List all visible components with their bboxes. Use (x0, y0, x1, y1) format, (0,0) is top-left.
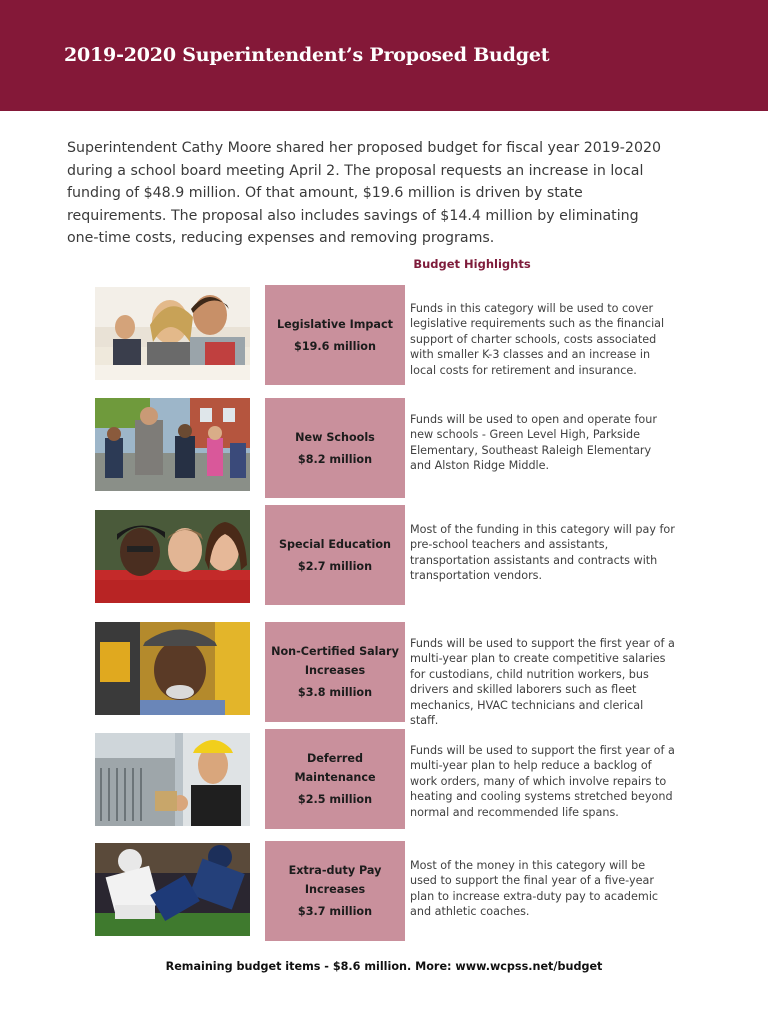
amount-label: $8.2 million (297, 452, 373, 466)
classroom-children-photo (95, 287, 250, 380)
page-title: 2019-2020 Superintendent’s Proposed Budget (64, 44, 550, 66)
category-description: Most of the money in this category will be used to support the final year of a five-year plan to increase extra-duty pay to academic and athletic coaches. (410, 859, 659, 919)
category-description: Most of the funding in this category will pay for pre-school teachers and assistants, transportation assistants and contracts with transportation vendors. (410, 523, 675, 583)
budget-item-deferred-maintenance (95, 729, 675, 829)
budget-item-box (265, 622, 405, 722)
amount-label: $3.7 million (297, 905, 373, 918)
category-description: Funds in this category will be used to cover legislative requirements such as the financial support of charter schools, costs associated with smaller K-3 classes and an increase in local costs for retirement and insurance. (410, 302, 665, 377)
children-walking-photo (95, 398, 250, 491)
hvac-technician-photo (95, 733, 250, 826)
amount-label: $19.6 million (294, 339, 376, 353)
budget-item-box (265, 285, 405, 385)
category-label: Legislative Impact (277, 317, 393, 331)
budget-item-new-schools (95, 398, 675, 498)
football-players-photo (95, 843, 250, 936)
category-description: Funds will be used to open and operate four new schools - Green Level High, Parkside Elementary, Southeast Raleigh Elementary and Alston Ridge Middle. (410, 413, 657, 473)
budget-item-extra-duty-pay (95, 841, 675, 941)
budget-item-non-certified-salary (95, 622, 675, 728)
footer-note: Remaining budget items - $8.6 million. More: www.wcpss.net/budget (165, 960, 603, 973)
budget-item-box (265, 841, 405, 941)
worker-photo (95, 622, 250, 715)
category-label: Deferred Maintenance (294, 752, 376, 784)
category-label: Extra-duty Pay Increases (288, 864, 382, 896)
budget-item-box (265, 729, 405, 829)
section-heading: Budget Highlights (413, 257, 531, 271)
amount-label: $3.8 million (297, 686, 373, 699)
budget-item-special-education (95, 505, 675, 605)
budget-item-legislative-impact (95, 285, 675, 385)
category-description: Funds will be used to support the first year of a multi-year plan to create competitive salaries for custodians, child nutrition workers, bus drivers and skilled laborers such as fleet mechanics, HVAC technicians and clerical staff. (410, 637, 675, 728)
header-banner (0, 0, 768, 111)
amount-label: $2.5 million (297, 793, 373, 806)
category-label: New Schools (295, 430, 375, 444)
category-description: Funds will be used to support the first year of a multi-year plan to help reduce a backlog of work orders, many of which involve repairs to heating and cooling systems stretched beyond normal and recommended life spans. (410, 744, 675, 819)
budget-item-box (265, 505, 405, 605)
students-smiling-photo (95, 510, 250, 603)
intro-paragraph: Superintendent Cathy Moore shared her proposed budget for fiscal year 2019-2020 during a school board meeting April 2. The proposal requests an increase in local funding of $48.9 million. Of that amount, $19.6 million is driven by state requirements. The proposal also includes savings of $14.4 million by eliminating one-time costs, reducing expenses and removing programs. (67, 140, 662, 246)
category-label: Non-Certified Salary Increases (271, 645, 399, 677)
budget-item-box (265, 398, 405, 498)
category-label: Special Education (278, 537, 392, 551)
amount-label: $2.7 million (297, 559, 373, 573)
